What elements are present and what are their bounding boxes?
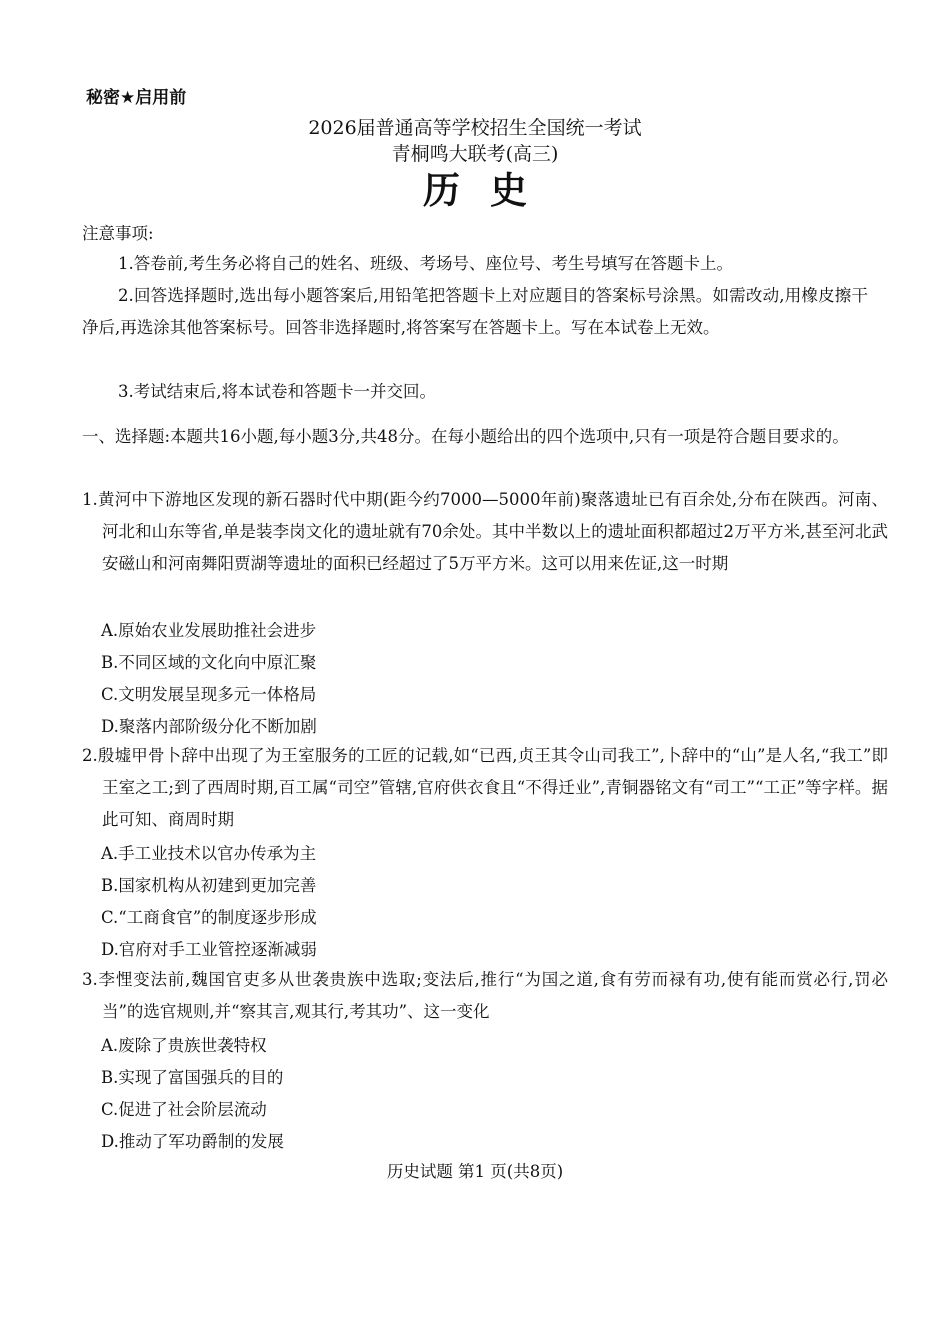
- confidential-label: 秘密★启用前: [86, 88, 187, 108]
- question-1-option-c: C.文明发展呈现多元一体格局: [101, 685, 317, 704]
- question-1-option-d: D.聚落内部阶级分化不断加剧: [101, 717, 317, 736]
- question-2-stem: 2.殷墟甲骨卜辞中出现了为王室服务的工匠的记载,如“已西,贞王其令山司我工”,卜辞中的“山”是人名,“我工”即王室之工;到了西周时期,百工属“司空”管辖,官府供衣食且“不得迁业”,青铜器铭文有“司工”“工正”等字样。据此可知、商周时期: [82, 746, 888, 829]
- notes-heading: 注意事项:: [82, 224, 154, 243]
- section-instruction: 一、选择题:本题共16小题,每小题3分,共48分。在每小题给出的四个选项中,只有一项是符合题目要求的。: [82, 427, 849, 446]
- question-1-stem: 1.黄河中下游地区发现的新石器时代中期(距今约7000—5000年前)聚落遗址已有百余处,分布在陕西。河南、河北和山东等省,单是装李岗文化的遗址就有70余处。其中半数以上的遗址面积都超过2万平方米,甚至河北武安磁山和河南舞阳贾湖等遗址的面积已经超过了5万平方米。这可以用来佐证,这一时期: [82, 490, 888, 573]
- question-1-option-b: B.不同区域的文化向中原汇聚: [101, 653, 317, 672]
- question-2-option-a: A.手工业技术以官办传承为主: [101, 844, 317, 863]
- note-item-1: 1.答卷前,考生务必将自己的姓名、班级、考场号、座位号、考生号填写在答题卡上。: [118, 254, 733, 273]
- note-item-2: 2.回答选择题时,选出每小题答案后,用铅笔把答题卡上对应题目的答案标号涂黑。如需改动,用橡皮擦干净后,再选涂其他答案标号。回答非选择题时,将答案写在答题卡上。写在本试卷上无效。: [82, 286, 868, 337]
- question-1-option-a: A.原始农业发展助推社会进步: [101, 621, 317, 640]
- exam-subtitle: 青桐鸣大联考(高三): [391, 143, 559, 165]
- subject-title: 历史: [423, 168, 557, 212]
- question-3-option-a: A.废除了贵族世袭特权: [101, 1036, 267, 1055]
- question-2-option-c: C.“工商食官”的制度逐步形成: [101, 908, 317, 927]
- note-item-3: 3.考试结束后,将本试卷和答题卡一并交回。: [118, 382, 436, 401]
- question-3-option-d: D.推动了军功爵制的发展: [101, 1132, 284, 1151]
- exam-title: 2026届普通高等学校招生全国统一考试: [308, 117, 642, 139]
- question-3-option-b: B.实现了富国强兵的目的: [101, 1068, 284, 1087]
- page-footer: 历史试题 第1 页(共8页): [386, 1162, 564, 1181]
- question-2-option-b: B.国家机构从初建到更加完善: [101, 876, 317, 895]
- question-2-option-d: D.官府对手工业管控逐渐减弱: [101, 940, 317, 959]
- question-3-option-c: C.促进了社会阶层流动: [101, 1100, 267, 1119]
- question-3-stem: 3.李悝变法前,魏国官吏多从世袭贵族中选取;变法后,推行“为国之道,食有劳而禄有功,使有能而赏必行,罚必当”的选官规则,并“察其言,观其行,考其功”、这一变化: [82, 970, 888, 1021]
